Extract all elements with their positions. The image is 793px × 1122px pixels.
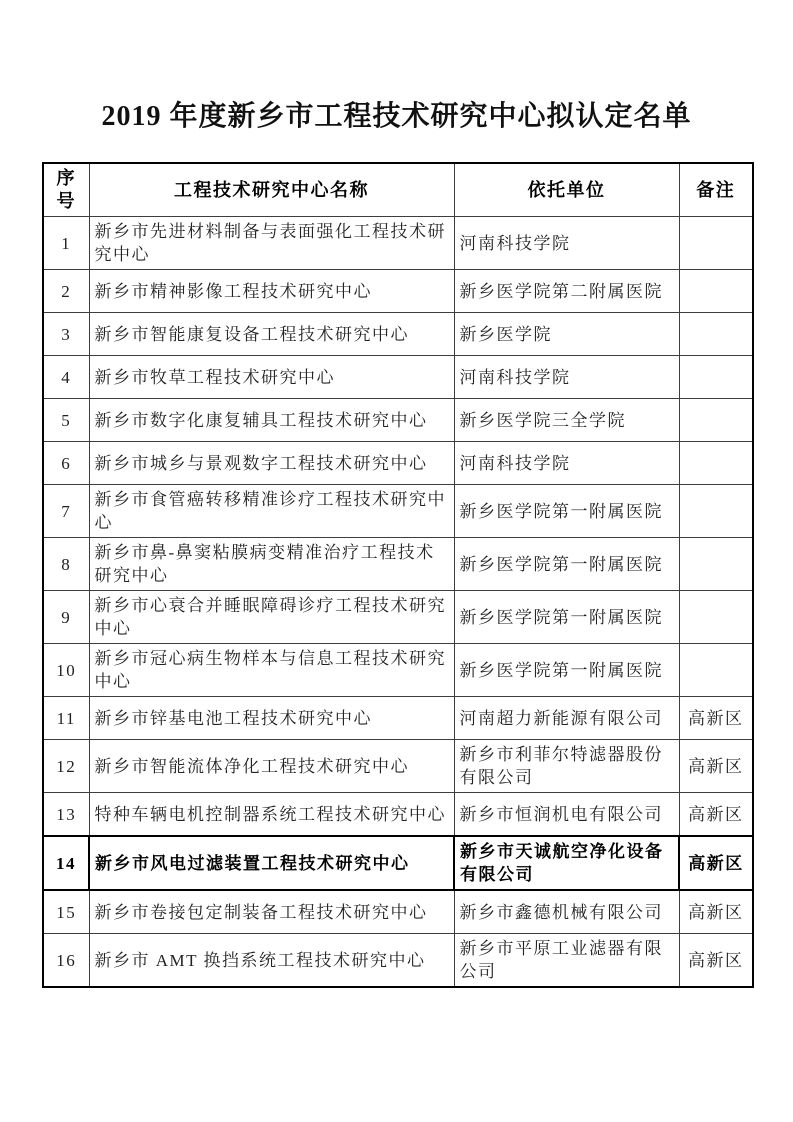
- row-number-cell: 7: [43, 485, 89, 538]
- center-name-cell: 新乡市风电过滤装置工程技术研究中心: [89, 836, 454, 890]
- center-name-cell: 新乡市牧草工程技术研究中心: [89, 356, 454, 399]
- table-row: [43, 217, 753, 270]
- table-row: [43, 399, 753, 442]
- row-number-cell: 13: [43, 793, 89, 837]
- row-number-cell: 4: [43, 356, 89, 399]
- center-name-cell: 新乡市 AMT 换挡系统工程技术研究中心: [89, 934, 454, 988]
- roster-table: [42, 162, 754, 988]
- remark-cell: [679, 485, 753, 538]
- page-title: 2019 年度新乡市工程技术研究中心拟认定名单: [101, 101, 692, 132]
- table-row: [43, 890, 753, 934]
- row-number-cell: 9: [43, 591, 89, 644]
- remark-cell: 高新区: [679, 793, 753, 837]
- center-name-cell: 新乡市智能康复设备工程技术研究中心: [89, 313, 454, 356]
- header-name: 工程技术研究中心名称: [89, 163, 454, 217]
- table-header-row: [43, 163, 753, 217]
- center-name-cell: 新乡市精神影像工程技术研究中心: [89, 270, 454, 313]
- header-remark: 备注: [679, 163, 753, 217]
- center-name-cell: 新乡市冠心病生物样本与信息工程技术研究中心: [89, 644, 454, 697]
- remark-cell: [679, 399, 753, 442]
- row-number-cell: 6: [43, 442, 89, 485]
- center-name-cell: 新乡市智能流体净化工程技术研究中心: [89, 740, 454, 793]
- table-row: [43, 836, 753, 890]
- remark-cell: 高新区: [679, 890, 753, 934]
- table-row: [43, 442, 753, 485]
- support-unit-cell: 河南超力新能源有限公司: [454, 697, 679, 740]
- remark-cell: 高新区: [679, 934, 753, 988]
- table-row: [43, 697, 753, 740]
- center-name-cell: 新乡市先进材料制备与表面强化工程技术研究中心: [89, 217, 454, 270]
- table-row: [43, 644, 753, 697]
- support-unit-cell: 新乡医学院三全学院: [454, 399, 679, 442]
- remark-cell: [679, 644, 753, 697]
- support-unit-cell: 新乡医学院第一附属医院: [454, 591, 679, 644]
- table-row: [43, 485, 753, 538]
- center-name-cell: 新乡市卷接包定制装备工程技术研究中心: [89, 890, 454, 934]
- remark-cell: [679, 217, 753, 270]
- remark-cell: [679, 356, 753, 399]
- remark-cell: [679, 591, 753, 644]
- row-number-cell: 16: [43, 934, 89, 988]
- remark-cell: [679, 313, 753, 356]
- remark-cell: 高新区: [679, 836, 753, 890]
- table-row: [43, 591, 753, 644]
- support-unit-cell: 河南科技学院: [454, 356, 679, 399]
- remark-cell: 高新区: [679, 697, 753, 740]
- support-unit-cell: 新乡医学院第一附属医院: [454, 644, 679, 697]
- table-row: [43, 538, 753, 591]
- row-number-cell: 12: [43, 740, 89, 793]
- row-number-cell: 1: [43, 217, 89, 270]
- row-number-cell: 3: [43, 313, 89, 356]
- remark-cell: [679, 442, 753, 485]
- support-unit-cell: 新乡市平原工业滤器有限公司: [454, 934, 679, 988]
- remark-cell: 高新区: [679, 740, 753, 793]
- support-unit-cell: 新乡医学院第一附属医院: [454, 538, 679, 591]
- support-unit-cell: 新乡市鑫德机械有限公司: [454, 890, 679, 934]
- table-row: [43, 793, 753, 837]
- center-name-cell: 新乡市鼻-鼻窦粘膜病变精准治疗工程技术研究中心: [89, 538, 454, 591]
- table-row: [43, 934, 753, 988]
- support-unit-cell: 新乡医学院第一附属医院: [454, 485, 679, 538]
- table-row: [43, 356, 753, 399]
- header-unit: 依托单位: [454, 163, 679, 217]
- center-name-cell: 新乡市心衰合并睡眠障碍诊疗工程技术研究中心: [89, 591, 454, 644]
- row-number-cell: 8: [43, 538, 89, 591]
- center-name-cell: 特种车辆电机控制器系统工程技术研究中心: [89, 793, 454, 837]
- row-number-cell: 10: [43, 644, 89, 697]
- table-row: [43, 313, 753, 356]
- row-number-cell: 5: [43, 399, 89, 442]
- row-number-cell: 15: [43, 890, 89, 934]
- support-unit-cell: 新乡市天诚航空净化设备有限公司: [454, 836, 679, 890]
- header-no: 序号: [43, 163, 89, 217]
- support-unit-cell: 新乡医学院第二附属医院: [454, 270, 679, 313]
- remark-cell: [679, 270, 753, 313]
- table-row: [43, 740, 753, 793]
- table-row: [43, 270, 753, 313]
- support-unit-cell: 河南科技学院: [454, 217, 679, 270]
- support-unit-cell: 新乡市恒润机电有限公司: [454, 793, 679, 837]
- row-number-cell: 14: [43, 836, 89, 890]
- center-name-cell: 新乡市城乡与景观数字工程技术研究中心: [89, 442, 454, 485]
- center-name-cell: 新乡市锌基电池工程技术研究中心: [89, 697, 454, 740]
- support-unit-cell: 河南科技学院: [454, 442, 679, 485]
- support-unit-cell: 新乡市利菲尔特滤器股份有限公司: [454, 740, 679, 793]
- support-unit-cell: 新乡医学院: [454, 313, 679, 356]
- row-number-cell: 11: [43, 697, 89, 740]
- remark-cell: [679, 538, 753, 591]
- center-name-cell: 新乡市数字化康复辅具工程技术研究中心: [89, 399, 454, 442]
- center-name-cell: 新乡市食管癌转移精准诊疗工程技术研究中心: [89, 485, 454, 538]
- row-number-cell: 2: [43, 270, 89, 313]
